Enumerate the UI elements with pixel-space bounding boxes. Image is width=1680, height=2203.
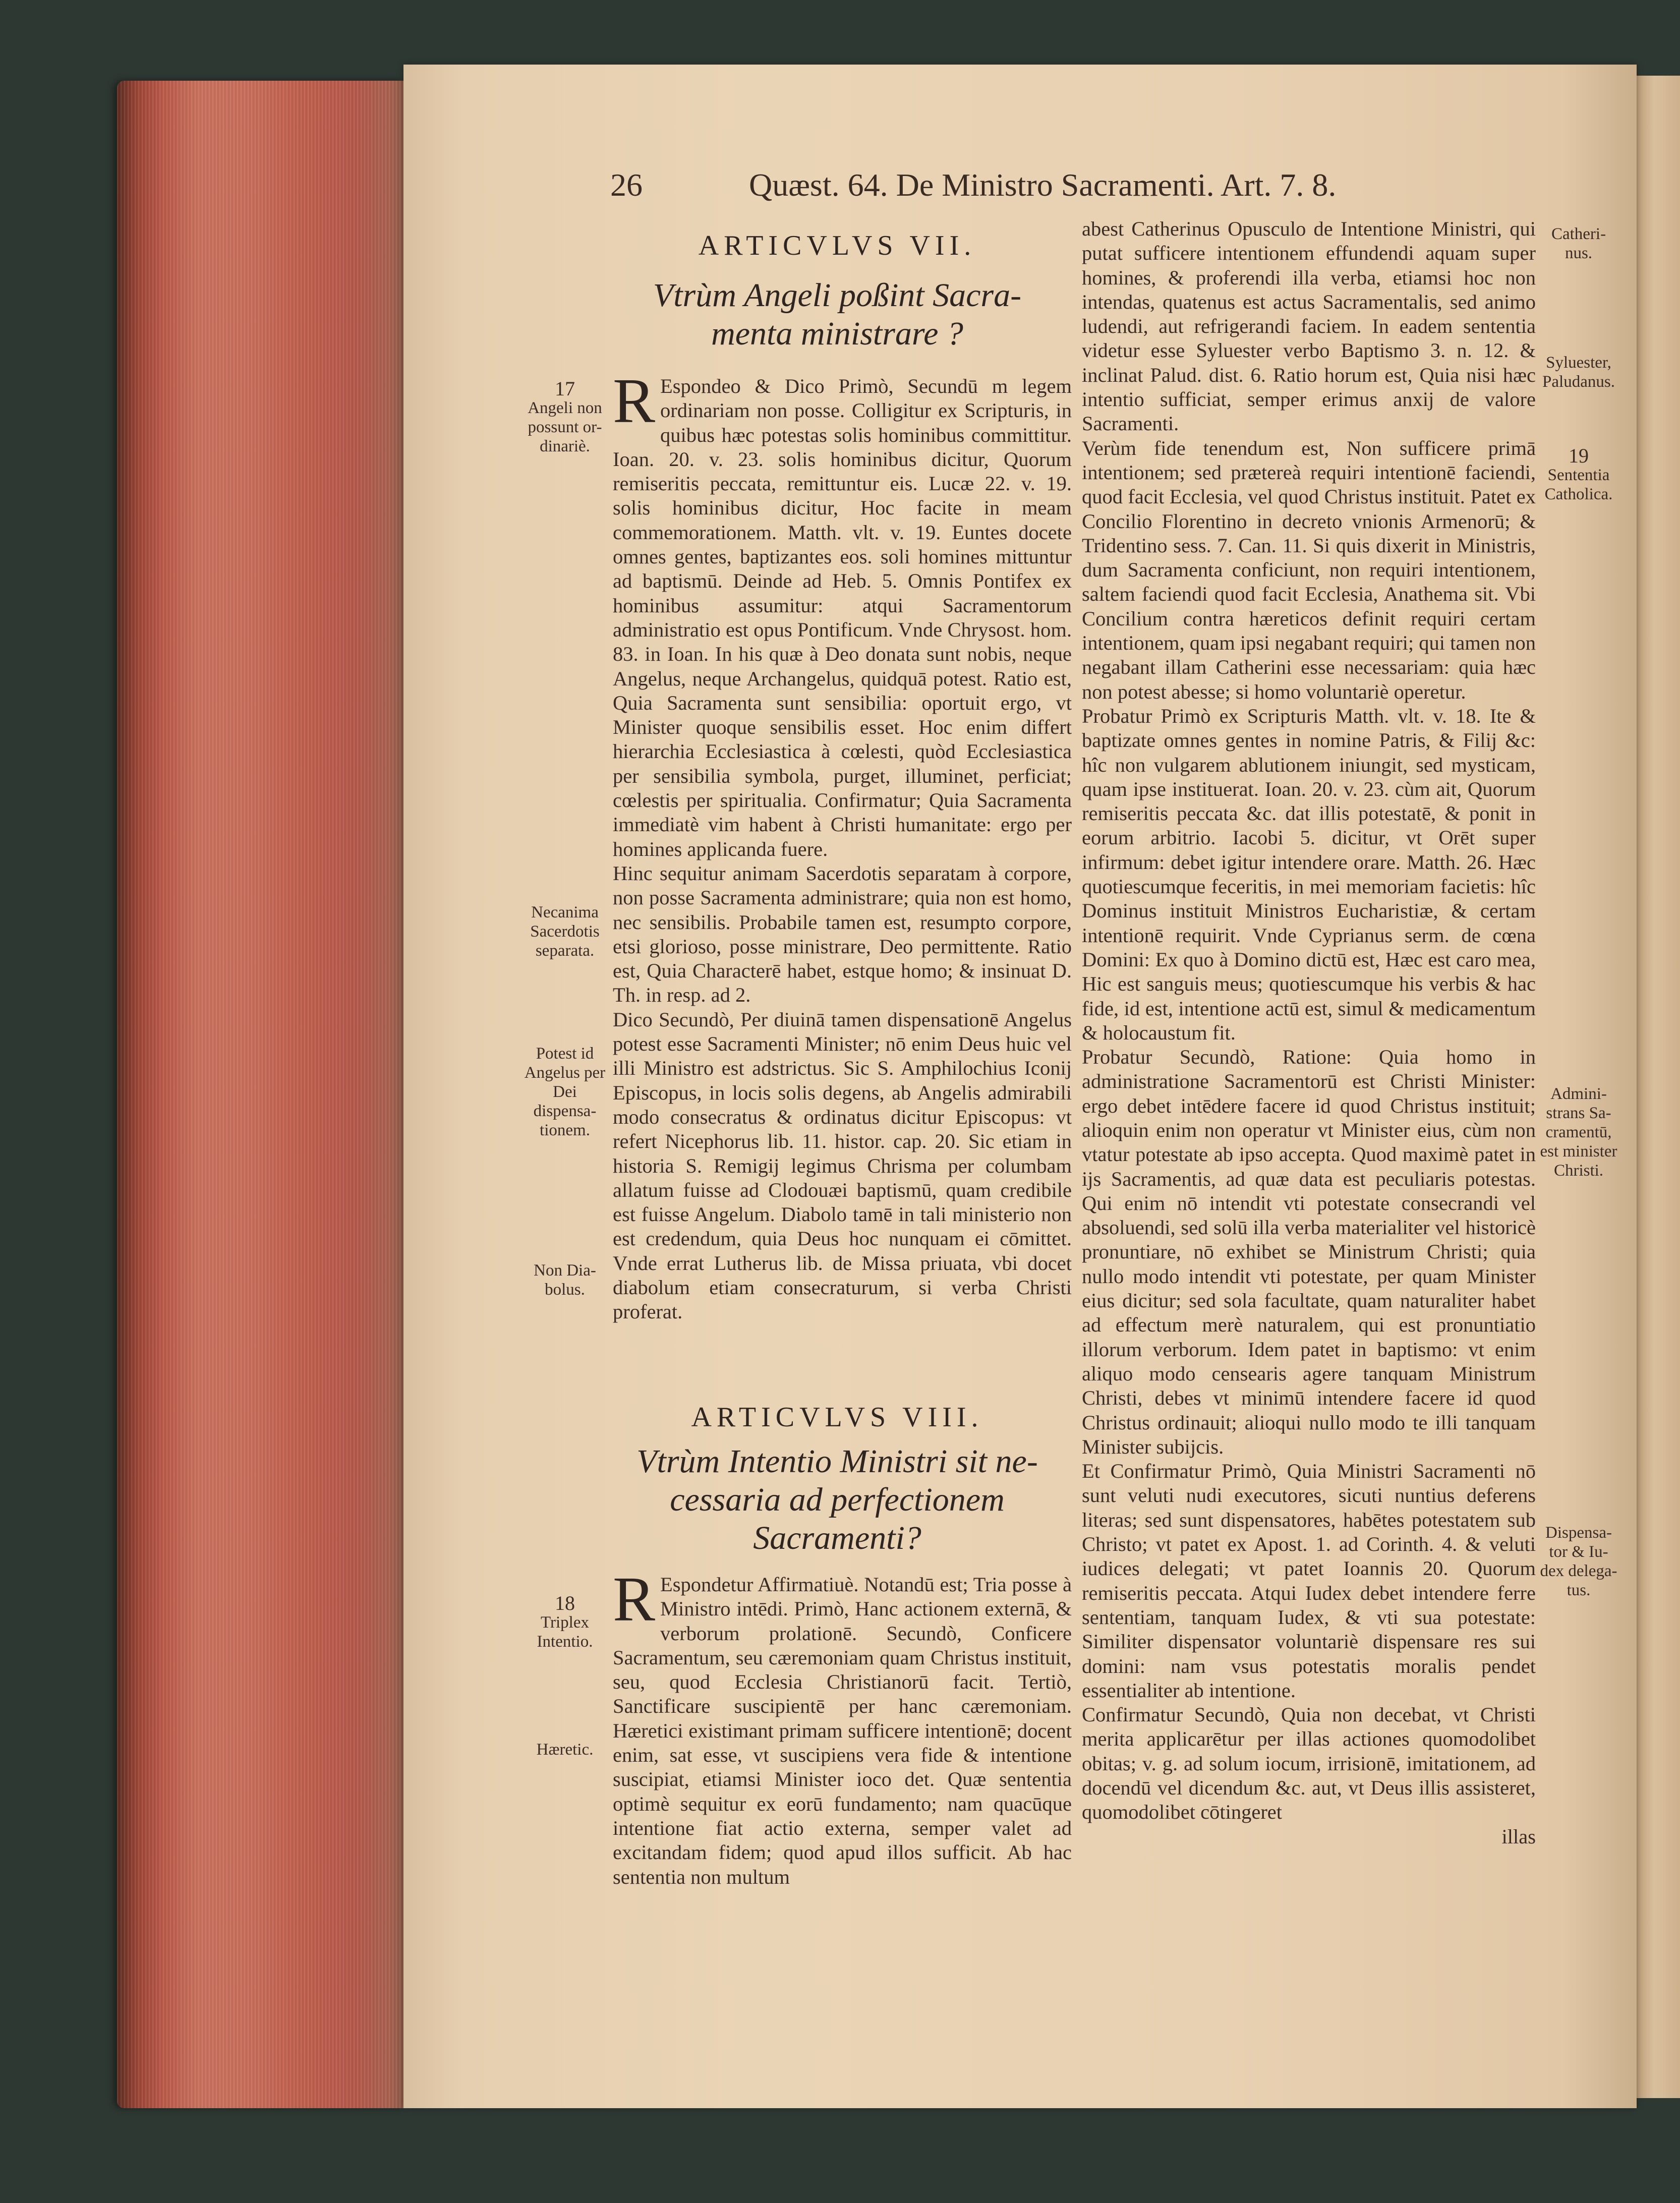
paragraph: Et Confirmatur Primò, Quia Ministri Sacramenti nō sunt veluti nudi executores, sicuti nuntius deferens literas; sed sunt dispensatores, habētes potestatem sub Christo; vt patet ex Apost. 1. ad Corinth. 4. & veluti iudices delegati; vt patet Ioannis 20. Quorum remiseritis peccata. Atqui Iudex debet intendere ferre sententiam, tanquam Iudex, & vti sua potestate: Similiter dispensator voluntariè dispensare res sui domini: nam vsus potestatis moralis pendet essentialiter ab intentione. bbox=[1082, 1460, 1536, 1702]
book-fore-edge-texture bbox=[117, 81, 404, 2108]
running-title: Quæst. 64. De Ministro Sacramenti. Art. 7. 8. bbox=[749, 167, 1337, 203]
paragraph: abest Catherinus Opusculo de Intentione Ministri, qui putat sufficere intentionem effundendi aquam super homines, & proferendi illa verba, etiamsi hoc non intendas, quatenus est actus Sacramentalis, sed animo ludendi, aut refrigerandi faciem. In eadem sententia videtur esse Syluester verbo Baptismo 3. n. 12. & inclinat Palud. dist. 6. Ratio horum est, Quia nisi hæc intentio sufficiat, semper erimus anxij de valore Sacramenti. bbox=[1082, 217, 1536, 435]
margin-note-text: Admini-strans Sa-cramentū, est minister Christi. bbox=[1540, 1085, 1617, 1180]
margin-note-text: Dispensa-tor & Iu-dex delega-tus. bbox=[1540, 1524, 1617, 1599]
paragraph: Probatur Primò ex Scripturis Matth. vlt. v. 18. Ite & baptizate omnes gentes in nomine Patris, & Filij &c: hîc non vulgarem ablutionem iniungit, sed mysticam, quam ipse instituerat. Ioan. 20. v. 23. cùm ait, Quorum remiseritis peccata &c. dat illis potestatē, & ponit in eorum arbitrio. Iacobi 5. dicitur, vt Orēt super infirmum: debet igitur intendere orare. Matth. 26. Hæc quotiescumque feceritis, in mei memoriam facietis: hîc Dominus instituit Ministros Eucharistiæ, & certam intentionē requirit. Vnde Cyprianus serm. de cœna Domini: Ex quo à Domino dictū est, Hæc est caro mea, Hic est sanguis meus; quotiescumque his verbis & hac fide, id est, intentione actū est, simul & medicamentum & holocaustum fit. bbox=[1082, 704, 1536, 1044]
catchword: illas bbox=[1501, 1825, 1536, 1848]
article-7-heading: ARTICVLVS VII. bbox=[698, 230, 976, 261]
margin-note-minister bbox=[1538, 1084, 1619, 1180]
margin-note-number: 19 bbox=[1569, 444, 1589, 467]
article-8-question bbox=[615, 1442, 1059, 1557]
page-number: 26 bbox=[610, 167, 643, 203]
paragraph: Hinc sequitur animam Sacerdotis separatam à corpore, non posse Sacramenta administrare; quia non est homo, nec sensibilis. Probabile tamen est, resumpto corpore, etsi glorioso, posse ministrare, Deo permittente. Ratio est, Quia Characterē habet, estque homo; & insinuat D. Th. in resp. ad 2. bbox=[613, 861, 1072, 1007]
left-column-article-8 bbox=[613, 1573, 1072, 1905]
right-column bbox=[1082, 217, 1536, 1932]
dropcap: R bbox=[613, 374, 656, 436]
paragraph: Espondeo & Dico Primò, Secundū m legem ordinariam non posse. Colligitur ex Scripturis, in quibus hæc potestas solis hominibus committitur. Ioan. 20. v. 23. solis hominibus dicitur, Quorum remiseritis peccata, remittuntur eis. Lucæ 22. v. 19. solis hominibus dicitur, Hoc facite in meam commemorationem. Matth. vlt. v. 19. Euntes docete omnes gentes, baptizantes eos. soli homines mittuntur ad baptismū. Deinde ad Heb. 5. Omnis Pontifex ex hominibus assumitur: atqui Sacramentorum administratio est opus Pontificum. Vnde Chrysost. hom. 83. in Ioan. In his quæ à Deo donata sunt nobis, neque Angelus, neque Archangelus, quidquā potest. Ratio est, Quia Sacramenta sunt sensibilia: oportuit ergo, vt Minister quoque sensibilis esset. Hoc enim differt hierarchia Ecclesiastica à cœlesti, quòd Ecclesiastica per sensibilia symbola, purget, illuminet, perficiat; cœlestis per spiritualia. Confirmatur; Quia Sacramenta immediatè vim habent à Christi humanitate: ergo per homines applicanda fuere. bbox=[613, 375, 1072, 860]
article-8-question-line2: cessaria ad perfectionem bbox=[670, 1481, 1005, 1518]
margin-note-number: 17 bbox=[555, 377, 575, 400]
margin-note-19 bbox=[1538, 446, 1619, 504]
margin-note-text: Sententia Catholica. bbox=[1544, 466, 1613, 503]
paragraph: Dico Secundò, Per diuinā tamen dispensationē Angelus potest esse Sacramenti Minister; nō enim Deus huic vel illi Ministro est adstrictus. Sic S. Amphilochius Iconij Episcopus, in locis solis degens, ab Angelis admirabili modo consecratus & ordinatus dicitur Episcopus: vt refert Nicephorus lib. 11. histor. cap. 20. Sic etiam in historia S. Remigij legimus Chrisma per columbam allatum fuisse ad Clodouæi baptismū, quam credibile est fuisse Angelum. Diabolo tamē in tali ministerio non est credendum, quia Deus hoc nunquam ei cōmittet. Vnde errat Lutherus lib. de Missa priuata, vbi docet diabolum etiam consecraturum, si verba Christi proferat. bbox=[613, 1008, 1072, 1323]
margin-note-text: Syluester, Paludanus. bbox=[1542, 354, 1615, 391]
dropcap: R bbox=[613, 1573, 656, 1635]
running-header bbox=[610, 166, 1447, 207]
paragraph: Verùm fide tenendum est, Non sufficere primā intentionem; sed prætereà requiri intentionē faciendi, quod facit Ecclesia, vel quod Christus instituit. Patet ex Concilio Florentino in decreto vnionis Armenorū; & Tridentino sess. 7. Can. 11. Si quis dixerit in Ministris, dum Sacramenta conficiunt, non requiri intentionem, saltem faciendi quod facit Ecclesia, Anathema sit. Vbi Concilium contra hæreticos definit requiri certam intentionem, quam ipsi negabant requiri; qui tamen non negabant illam Catherini esse necessariam: quia hæc non potest abesse; si homo voluntariè operetur. bbox=[1082, 436, 1536, 703]
margin-note-text: Triplex Intentio. bbox=[537, 1613, 593, 1651]
article-7-question-line1: Vtrùm Angeli poßint Sacra- bbox=[653, 277, 1022, 314]
margin-note-dispensator bbox=[1538, 1523, 1619, 1600]
article-7-question bbox=[615, 276, 1059, 353]
margin-note-text: Potest id Angelus per Dei dispensa-tionem. bbox=[524, 1045, 606, 1139]
facing-page-edge bbox=[1634, 76, 1680, 2098]
margin-note-text: Hæretic. bbox=[536, 1741, 594, 1759]
paragraph: Probatur Secundò, Ratione: Quia homo in administratione Sacramentorū est Christi Minister: ergo debet intēdere facere id quod Christus instituit; alioquin enim non operatur vt Minister eius, cùm non vtatur potestate ab ipso accepta. Quod maximè patet in ijs Sacramentis, ad quæ data est peculiaris potestas. Qui enim nō intendit vti potestate consecrandi vel absoluendi, sed solū illa verba materialiter vel historicè pronuntiare, nō exhibet se Ministrum Christi; quia nullo modo intendit vti potestate, per quam Minister eius dicitur; sed sola facultate, quam naturaliter habet ad effectum merè naturalem, qui est pronuntiatio illorum verborum. Idem patet in baptismo: vt enim aliquo modo censearis agere tanquam Ministrum Christi, debes vt minimū intendere facere id quod Christus ordinauit; alioqui nullo modo te illi tanquam Minister subijcis. bbox=[1082, 1046, 1536, 1458]
margin-note-devil bbox=[519, 1261, 610, 1299]
article-8-question-line1: Vtrùm Intentio Ministri sit ne- bbox=[636, 1443, 1038, 1480]
paragraph: Espondetur Affirmatiuè. Notandū est; Tria posse à Ministro intēdi. Primò, Hanc actionem externā, & verborum prolationē. Secundò, Conficere Sacramentum, seu cæremoniam quam Christus instituit, seu, quod Ecclesia Christianorū facit. Tertiò, Sanctificare suscipientē per hanc cæremoniam. Hæretici existimant primam sufficere intentionē; docent enim, sat esse, vt suscipiens vera fide & intentione suscipiat, etiamsi Minister ioco det. Quæ sententia optimè sequitur ex eorū fundamento; nam quacūque intentione fiat actio externa, semper valet ad excitandam fidem; quod apud illos sufficit. Ab hac sententia non multum bbox=[613, 1573, 1072, 1888]
margin-note-18 bbox=[519, 1594, 610, 1651]
margin-note-17 bbox=[519, 379, 610, 456]
left-column-article-7 bbox=[613, 374, 1072, 1378]
margin-note-angel bbox=[519, 1044, 610, 1140]
margin-note-heretic bbox=[519, 1740, 610, 1759]
margin-note-text: Necanima Sacerdotis separata. bbox=[530, 903, 600, 960]
paragraph: Confirmatur Secundò, Quia non decebat, vt Christi merita applicarētur per illas actiones quomodolibet obitas; v. g. ad solum iocum, irrisionē, imitationem, ad docendū vel dicendum &c. aut, vt Deus illis assisteret, quomodolibet cōtingeret bbox=[1082, 1703, 1536, 1824]
article-8-question-line3: Sacramenti? bbox=[753, 1520, 921, 1556]
margin-note-text: Non Dia-bolus. bbox=[534, 1261, 596, 1299]
margin-note-text: Angeli non possunt or-dinariè. bbox=[528, 399, 602, 455]
margin-note-catherinus bbox=[1538, 224, 1619, 263]
margin-note-sylvester bbox=[1538, 353, 1619, 391]
margin-note-number: 18 bbox=[555, 1592, 575, 1614]
margin-note-soul bbox=[519, 903, 610, 960]
article-8-heading: ARTICVLVS VIII. bbox=[691, 1402, 983, 1433]
margin-note-text: Catheri-nus. bbox=[1551, 225, 1606, 262]
article-7-question-line2: menta ministrare ? bbox=[711, 315, 963, 352]
